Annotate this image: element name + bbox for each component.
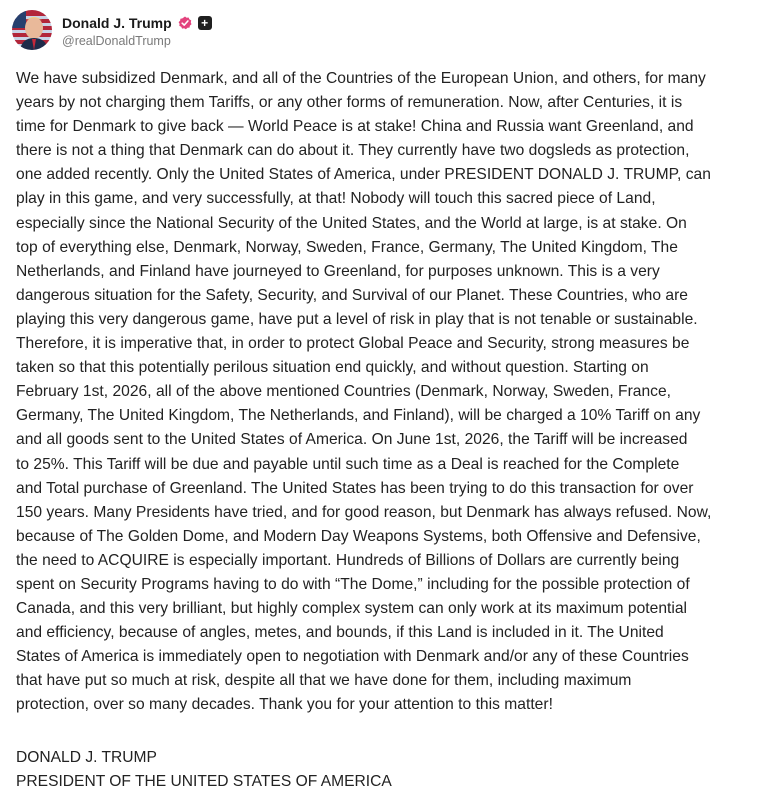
name-row (62, 13, 212, 33)
post-body-line: years by not charging them Tariffs, or any other forms of remuneration. Now, after Centuries, it is (16, 94, 683, 112)
post-body-line: there is not a thing that Denmark can do about it. They currently have two dogsleds as protection, (16, 142, 690, 160)
post-body-line: Canada, and this very brilliant, but highly complex system can only work at its maximum potential (16, 600, 688, 618)
post-body-line: time for Denmark to give back — World Peace is at stake! China and Russia want Greenland, and (16, 118, 694, 136)
signature-name: DONALD J. TRUMP (16, 749, 157, 766)
post-body-line: States of America is immediately open to negotiation with Denmark and/or any of these Countries (16, 648, 689, 666)
post-body-line: 150 years. Many Presidents have tried, and for good reason, but Denmark has always refused. Now, (16, 503, 712, 521)
author-display-name[interactable]: Donald J. Trump (62, 14, 172, 31)
post-body-line: because of The Golden Dome, and Modern Day Weapons Systems, both Offensive and Defensive, (16, 527, 701, 545)
signature-title: PRESIDENT OF THE UNITED STATES OF AMERICA (16, 773, 392, 791)
post-body-line: Germany, The United Kingdom, The Netherlands, and Finland), will be charged a 10% Tariff on any (16, 407, 701, 425)
post-body-line: dangerous situation for the Safety, Security, and Survival of our Planet. These Countries, who are (16, 286, 688, 304)
avatar-image (12, 10, 52, 50)
post-body-line: We have subsidized Denmark, and all of the Countries of the European Union, and others, for many (16, 70, 706, 87)
post-body-line: protection, over so many decades. Thank you for your attention to this matter! (16, 696, 553, 714)
plus-badge-icon: + (198, 16, 212, 30)
post-body-line: spent on Security Programs having to do with “The Dome,” including for the possible protection of (16, 575, 690, 593)
post-body-line: taken so that this potentially perilous situation end quickly, and without question. Starting on (16, 359, 649, 377)
author-identity (62, 13, 212, 48)
post-signature (16, 746, 392, 794)
post-body-line: February 1st, 2026, all of the above mentioned Countries (Denmark, Norway, Sweden, France, (16, 383, 672, 401)
post-body (16, 67, 768, 718)
post-body-line: play in this game, and very successfully, at that! Nobody will touch this sacred piece of Land, (16, 190, 656, 208)
post-body-line: Netherlands, and Finland have journeyed to Greenland, for purposes unknown. This is a very (16, 262, 660, 280)
post-body-line: top of everything else, Denmark, Norway, Sweden, France, Germany, The United Kingdom, The (16, 238, 678, 256)
post-body-line: one added recently. Only the United States of America, under PRESIDENT DONALD J. TRUMP, can (16, 166, 711, 184)
post-body-line: the need to ACQUIRE is especially important. Hundreds of Billions of Dollars are currently being (16, 551, 680, 569)
post-body-line: and Total purchase of Greenland. The United States has been trying to do this transaction for over (16, 479, 694, 497)
verified-badge-icon (178, 16, 192, 30)
avatar[interactable] (12, 10, 52, 50)
post-body-line: Therefore, it is imperative that, in order to protect Global Peace and Security, strong measures be (16, 335, 690, 353)
author-handle[interactable]: @realDonaldTrump (62, 33, 171, 48)
post-header (12, 8, 212, 52)
post-body-line: to 25%. This Tariff will be due and payable until such time as a Deal is reached for the Complete (16, 455, 680, 473)
post-body-line: especially since the National Security of the United States, and the World at large, is at stake. On (16, 214, 687, 232)
post-body-line: and efficiency, because of angles, metes, and bounds, if this Land is included in it. The United (16, 624, 664, 642)
post-body-line: and all goods sent to the United States of America. On June 1st, 2026, the Tariff will be increased (16, 431, 688, 449)
post-body-line: that have put so much at risk, despite all that we have done for them, including maximum (16, 672, 632, 690)
post-body-line: playing this very dangerous game, have put a level of risk in play that is not tenable or sustainable. (16, 310, 698, 328)
